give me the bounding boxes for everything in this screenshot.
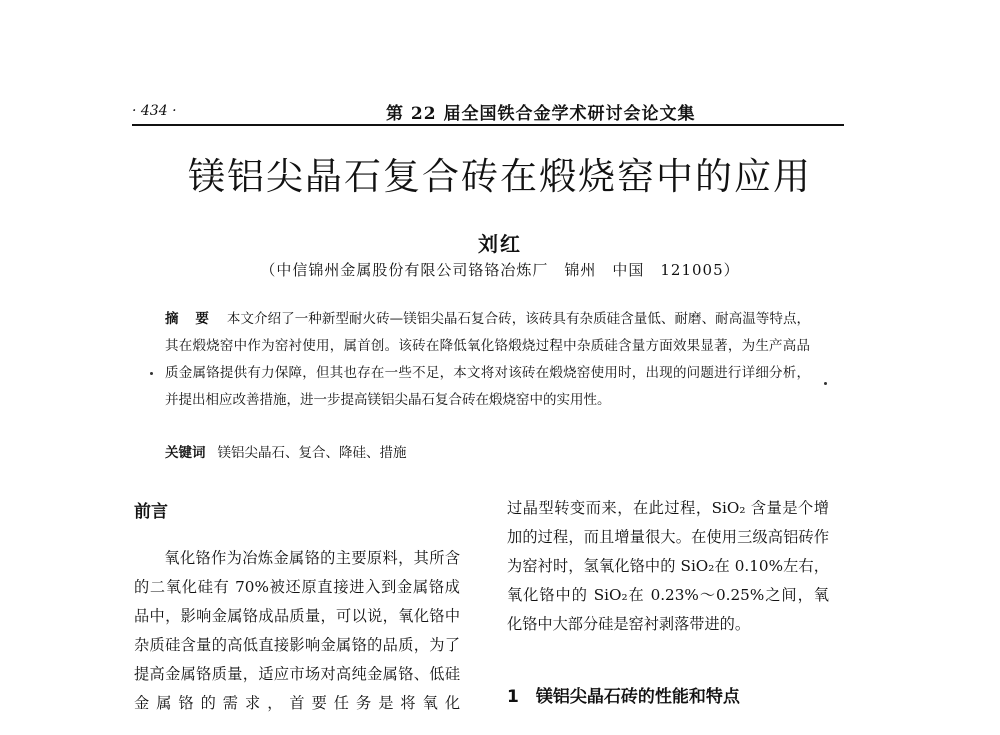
preface-paragraph: 氧化铬作为冶炼金属铬的主要原料，其所含的二氧化硅有 70%被还原直接进入到金属铬成品中，影响金属铬成品质量，可以说，氧化铬中杂质硅含量的高低直接影响金属铬的品质，为了提高金属铬质量，适应市场对高纯金属铬、低硅金属铬的需求，首要任务是将氧化 xyxy=(134,549,460,712)
page-number: · 434 · xyxy=(132,103,177,119)
author: 刘红 xyxy=(478,232,522,256)
keywords xyxy=(165,441,407,461)
keywords-label: 关键词 xyxy=(165,445,206,461)
paper-title: 镁铝尖晶石复合砖在煅烧窑中的应用 xyxy=(188,155,812,198)
scan-speck xyxy=(824,382,827,385)
abstract-label: 摘 要 xyxy=(165,311,215,327)
abstract-text: 本文介绍了一种新型耐火砖—镁铝尖晶石复合砖，该砖具有杂质硅含量低、耐磨、耐高温等特点，其在煅烧窑中作为窑衬使用，属首创。该砖在降低氧化铬煅烧过程中杂质硅含量方面效果显著，为生产高品质金属铬提供有力保障，但其也存在一些不足，本文将对该砖在煅烧窑使用时，出现的问题进行详细分析，并提出相应改善措施，进一步提高镁铝尖晶石复合砖在煅烧窑中的实用性。 xyxy=(165,311,810,408)
preface-heading: 前言 xyxy=(134,502,168,522)
scan-speck xyxy=(150,372,153,375)
running-title: 第 22 届全国铁合金学术研讨会论文集 xyxy=(386,104,696,124)
keywords-text: 镁铝尖晶石、复合、降硅、措施 xyxy=(217,445,407,461)
abstract xyxy=(165,306,810,414)
affiliation: （中信锦州金属股份有限公司铬铬冶炼厂 锦州 中国 121005） xyxy=(260,261,740,279)
preface-body xyxy=(134,544,460,718)
right-column-body xyxy=(507,494,829,639)
right-paragraph: 过晶型转变而来，在此过程，SiO₂ 含量是个增加的过程，而且增量很大。在使用三级高铝砖作为窑衬时，氢氧化铬中的 SiO₂在 0.10%左右，氧化铬中的 SiO₂在 0.23%～0.25%之间，氧化铬中大部分硅是窑衬剥落带进的。 xyxy=(507,499,829,633)
section-1-heading: 1 镁铝尖晶石砖的性能和特点 xyxy=(507,687,740,707)
header-rule xyxy=(132,124,844,126)
